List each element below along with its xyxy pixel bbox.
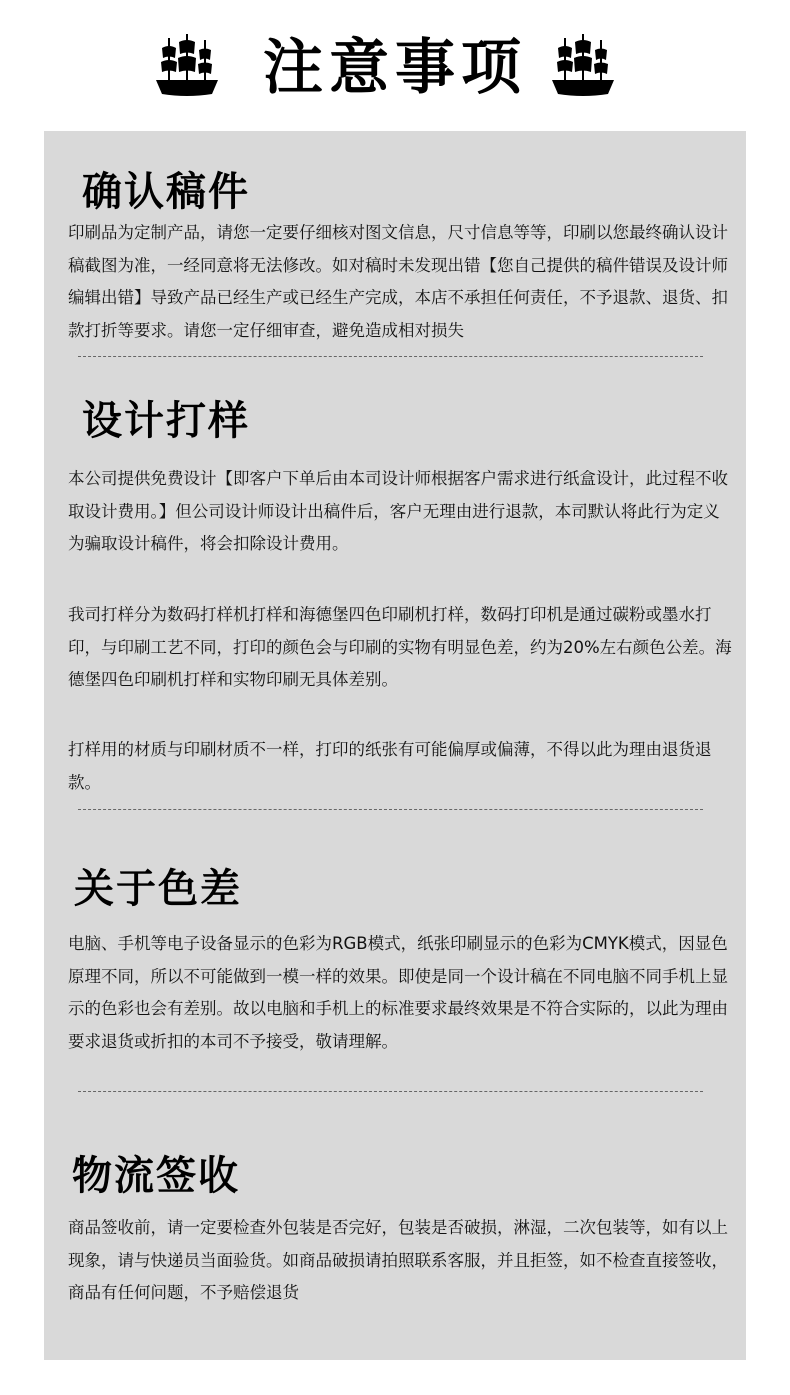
section-title-color-difference: 关于色差 — [74, 866, 242, 912]
section-paragraph: 印刷品为定制产品，请您一定要仔细核对图文信息，尺寸信息等等，印刷以您最终确认设计稿截图为准，一经同意将无法修改。如对稿时未发现出错【您自己提供的稿件错误及设计师编辑出错】导致产品已经生产或已经生产完成，本店不承担任何责任，不予退款、退货、扣款打折等要求。请您一定仔细审查，避免造成相对损失 — [68, 223, 728, 340]
page-header — [0, 0, 790, 120]
section-divider — [78, 356, 703, 357]
section-paragraph: 商品签收前，请一定要检查外包装是否完好，包装是否破损，淋湿，二次包装等，如有以上现象，请与快递员当面验货。如商品破损请拍照联系客服，并且拒签，如不检查直接签收，商品有任何问题，不予赔偿退货 — [68, 1218, 728, 1302]
page-title: 注意事项 — [263, 33, 527, 103]
section-title-logistics-signing: 物流签收 — [72, 1153, 240, 1199]
section-title-design-proofing: 设计打样 — [82, 398, 250, 444]
sailing-ship-icon — [550, 34, 616, 100]
section-paragraph: 本公司提供免费设计【即客户下单后由本司设计师根据客户需求进行纸盒设计，此过程不收取设计费用。】但公司设计师设计出稿件后，客户无理由进行退款，本司默认将此行为定义为骗取设计稿件，将会扣除设计费用。 — [68, 469, 728, 553]
notice-panel — [44, 131, 746, 1360]
section-paragraph: 打样用的材质与印刷材质不一样，打印的纸张有可能偏厚或偏薄，不得以此为理由退货退款。 — [68, 740, 712, 792]
sailing-ship-icon — [154, 34, 220, 100]
section-divider — [78, 1091, 703, 1092]
section-paragraph: 电脑、手机等电子设备显示的色彩为RGB模式，纸张印刷显示的色彩为CMYK模式，因显色原理不同，所以不可能做到一模一样的效果。即使是同一个设计稿在不同电脑不同手机上显示的色彩也会有差别。故以电脑和手机上的标准要求最终效果是不符合实际的，以此为理由要求退货或折扣的本司不予接受，敬请理解。 — [68, 934, 728, 1051]
section-divider — [78, 809, 703, 810]
section-title-confirm-draft: 确认稿件 — [82, 169, 250, 215]
section-paragraph: 我司打样分为数码打样机打样和海德堡四色印刷机打样，数码打印机是通过碳粉或墨水打印，与印刷工艺不同，打印的颜色会与印刷的实物有明显色差，约为20%左右颜色公差。海德堡四色印刷机打样和实物印刷无具体差别。 — [68, 605, 732, 689]
